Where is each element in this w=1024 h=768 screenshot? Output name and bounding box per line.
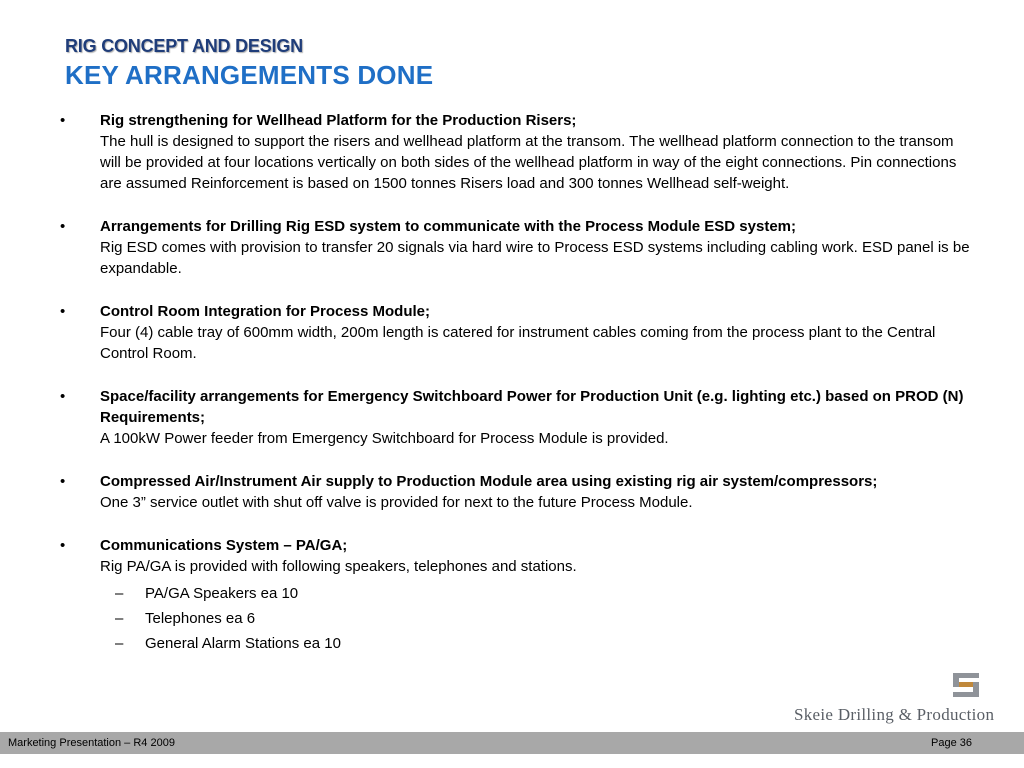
slide-title: KEY ARRANGEMENTS DONE (65, 60, 434, 90)
company-logo-text: Skeie Drilling & Production (794, 705, 995, 724)
bullet-text: Four (4) cable tray of 600mm width, 200m length is catered for instrument cables coming from the process plant to the Central Control Room. (100, 324, 936, 362)
bullet-marker: • (60, 388, 66, 405)
bullet-heading: Arrangements for Drilling Rig ESD system to communicate with the Process Module ESD system; (100, 218, 796, 235)
slide-footer (0, 732, 1024, 754)
sub-list-item (115, 606, 970, 631)
bullet-heading: Communications System – PA/GA; (100, 537, 348, 554)
slide-subtitle: RIG CONCEPT AND DESIGN (65, 36, 303, 56)
sub-item-text: PA/GA Speakers ea 10 (145, 585, 299, 602)
bullet-list (60, 110, 970, 678)
bullet-marker: • (60, 537, 66, 554)
dash-marker: – (115, 585, 124, 602)
sub-list (100, 581, 970, 656)
bullet-item (60, 386, 970, 449)
sub-item-text: Telephones ea 6 (145, 610, 256, 627)
dash-marker: – (115, 635, 124, 652)
sub-list-item (115, 581, 970, 606)
bullet-heading: Space/facility arrangements for Emergency Switchboard Power for Production Unit (e.g. lighting etc.) based on PROD (N) Requirements; (100, 388, 964, 426)
bullet-item (60, 301, 970, 364)
bullet-text: Rig ESD comes with provision to transfer 20 signals via hard wire to Process ESD systems including cabling work. ESD panel is be expandable. (100, 239, 970, 277)
page-number: Page 36 (931, 737, 972, 749)
bullet-heading: Rig strengthening for Wellhead Platform for the Production Risers; (100, 112, 577, 129)
bullet-marker: • (60, 473, 66, 490)
bullet-item (60, 216, 970, 279)
bullet-item (60, 110, 970, 194)
bullet-marker: • (60, 218, 66, 235)
bullet-text: Rig PA/GA is provided with following speakers, telephones and stations. (100, 558, 577, 575)
bullet-text: A 100kW Power feeder from Emergency Switchboard for Process Module is provided. (100, 430, 669, 447)
sub-item-text: General Alarm Stations ea 10 (145, 635, 341, 652)
footer-presentation-label: Marketing Presentation – R4 2009 (8, 737, 175, 749)
bullet-item (60, 535, 970, 656)
bullet-text: The hull is designed to support the risers and wellhead platform at the transom. The wellhead platform connection to the transom will be provided at four locations vertically on both sides of the wellhead platform in way of the eight connections. Pin connections are assumed Reinforcement is based on 1500 tonnes Risers load and 300 tonnes Wellhead self-weight. (100, 133, 957, 192)
bullet-heading: Control Room Integration for Process Module; (100, 303, 431, 320)
company-logo-icon (953, 673, 979, 697)
bullet-heading: Compressed Air/Instrument Air supply to Production Module area using existing rig air system/compressors; (100, 473, 878, 490)
bullet-text: One 3” service outlet with shut off valve is provided for next to the future Process Module. (100, 494, 693, 511)
bullet-marker: • (60, 303, 66, 320)
sub-list-item (115, 631, 970, 656)
dash-marker: – (115, 610, 124, 627)
bullet-marker: • (60, 112, 66, 129)
bullet-item (60, 471, 970, 513)
